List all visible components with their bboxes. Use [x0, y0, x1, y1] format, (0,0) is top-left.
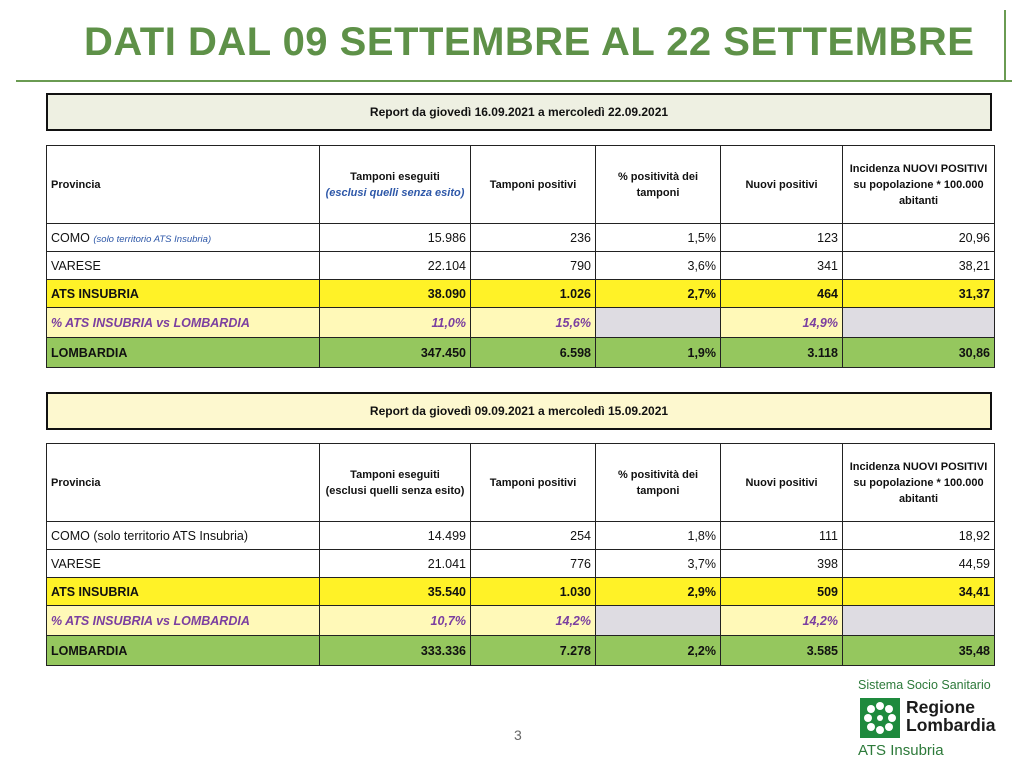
cell-eseguiti: 35.540	[320, 578, 471, 606]
table-row-varese	[47, 550, 995, 578]
cell-pct: 2,7%	[596, 280, 721, 308]
header-tamponi-eseguiti	[320, 146, 471, 224]
report1-title: Report da giovedì 16.09.2021 a mercoledì 22.09.2021	[369, 105, 669, 119]
regione-lombardia-logo	[852, 676, 1020, 764]
cell-positivi: 1.030	[471, 578, 596, 606]
cell-positivi: 236	[471, 224, 596, 252]
table-row-lombardia	[47, 338, 995, 368]
cell-provincia: ATS INSUBRIA	[47, 280, 320, 308]
table-row-varese	[47, 252, 995, 280]
cell-incidenza: 20,96	[843, 224, 995, 252]
cell-nuovi: 14,2%	[721, 606, 843, 636]
header-nuovi-positivi: Nuovi positivi	[721, 444, 843, 522]
cell-eseguiti: 347.450	[320, 338, 471, 368]
cell-positivi: 15,6%	[471, 308, 596, 338]
logo-name-line1: Regione	[906, 697, 976, 717]
cell-nuovi: 509	[721, 578, 843, 606]
cell-pct: 1,9%	[596, 338, 721, 368]
cell-incidenza: 44,59	[843, 550, 995, 578]
cell-eseguiti: 333.336	[320, 636, 471, 666]
cell-pct-empty	[596, 606, 721, 636]
cell-nuovi: 3.118	[721, 338, 843, 368]
cell-eseguiti: 10,7%	[320, 606, 471, 636]
cell-eseguiti: 11,0%	[320, 308, 471, 338]
cell-pct: 3,7%	[596, 550, 721, 578]
cell-nuovi: 398	[721, 550, 843, 578]
cell-positivi: 7.278	[471, 636, 596, 666]
report2-title: Report da giovedì 09.09.2021 a mercoledì 15.09.2021	[369, 404, 669, 418]
cell-pct-empty	[596, 308, 721, 338]
header-tamponi-eseguiti-label: Tamponi eseguiti	[350, 468, 440, 481]
header-tamponi-positivi: Tamponi positivi	[471, 444, 596, 522]
cell-provincia	[47, 224, 320, 252]
header-tamponi-eseguiti-label: Tamponi eseguiti	[350, 170, 440, 183]
title-underline	[16, 80, 1012, 82]
cell-incidenza: 18,92	[843, 522, 995, 550]
report2-title-box	[46, 392, 992, 430]
cell-positivi: 1.026	[471, 280, 596, 308]
cell-incidenza-empty	[843, 308, 995, 338]
table-row-ats-vs-lombardia	[47, 606, 995, 636]
report1-title-box	[46, 93, 992, 131]
table-row-ats-vs-lombardia	[47, 308, 995, 338]
header-positivita: % positività dei tamponi	[596, 444, 721, 522]
cell-eseguiti: 38.090	[320, 280, 471, 308]
cell-nuovi: 111	[721, 522, 843, 550]
cell-pct: 1,5%	[596, 224, 721, 252]
cell-eseguiti: 15.986	[320, 224, 471, 252]
cell-nuovi: 464	[721, 280, 843, 308]
cell-eseguiti: 22.104	[320, 252, 471, 280]
page-title: DATI DAL 09 SETTEMBRE AL 22 SETTEMBRE	[84, 20, 975, 64]
cell-incidenza: 34,41	[843, 578, 995, 606]
cell-incidenza: 35,48	[843, 636, 995, 666]
cell-pct: 2,9%	[596, 578, 721, 606]
cell-provincia: ATS INSUBRIA	[47, 578, 320, 606]
row-note: (solo territorio ATS Insubria)	[93, 233, 212, 245]
cell-positivi: 6.598	[471, 338, 596, 368]
header-incidenza: Incidenza NUOVI POSITIVI su popolazione * 100.000 abitanti	[843, 444, 995, 522]
header-incidenza: Incidenza NUOVI POSITIVI su popolazione * 100.000 abitanti	[843, 146, 995, 224]
table-row-como	[47, 224, 995, 252]
table-row-lombardia	[47, 636, 995, 666]
header-positivita: % positività dei tamponi	[596, 146, 721, 224]
cell-provincia: COMO (solo territorio ATS Insubria)	[47, 522, 320, 550]
logo-top-text: Sistema Socio Sanitario	[858, 678, 991, 692]
title-border-right	[1004, 10, 1006, 82]
cell-incidenza-empty	[843, 606, 995, 636]
cell-provincia: % ATS INSUBRIA vs LOMBARDIA	[47, 606, 320, 636]
cell-eseguiti: 14.499	[320, 522, 471, 550]
header-tamponi-eseguiti	[320, 444, 471, 522]
row-name: COMO	[51, 230, 90, 245]
lombardia-rose-icon	[860, 698, 900, 738]
page-number: 3	[514, 727, 522, 743]
cell-provincia: VARESE	[47, 550, 320, 578]
cell-nuovi: 341	[721, 252, 843, 280]
header-tamponi-eseguiti-note: (esclusi quelli senza esito)	[325, 484, 465, 497]
cell-positivi: 254	[471, 522, 596, 550]
header-tamponi-eseguiti-note: (esclusi quelli senza esito)	[325, 186, 465, 199]
header-provincia: Provincia	[47, 444, 320, 522]
cell-positivi: 790	[471, 252, 596, 280]
table-row-ats-insubria	[47, 280, 995, 308]
table-header-row	[47, 146, 995, 224]
cell-eseguiti: 21.041	[320, 550, 471, 578]
cell-provincia: LOMBARDIA	[47, 636, 320, 666]
cell-incidenza: 38,21	[843, 252, 995, 280]
logo-name	[906, 698, 995, 734]
logo-bottom-text: ATS Insubria	[858, 742, 944, 759]
cell-incidenza: 31,37	[843, 280, 995, 308]
report2-table	[46, 443, 995, 666]
cell-nuovi: 14,9%	[721, 308, 843, 338]
table-header-row	[47, 444, 995, 522]
logo-name-line2: Lombardia	[906, 715, 996, 735]
cell-provincia: % ATS INSUBRIA vs LOMBARDIA	[47, 308, 320, 338]
cell-provincia: VARESE	[47, 252, 320, 280]
table-row-como	[47, 522, 995, 550]
cell-provincia: LOMBARDIA	[47, 338, 320, 368]
cell-positivi: 14,2%	[471, 606, 596, 636]
cell-incidenza: 30,86	[843, 338, 995, 368]
header-tamponi-positivi: Tamponi positivi	[471, 146, 596, 224]
header-nuovi-positivi: Nuovi positivi	[721, 146, 843, 224]
cell-pct: 2,2%	[596, 636, 721, 666]
header-provincia: Provincia	[47, 146, 320, 224]
report1-table	[46, 145, 995, 368]
cell-nuovi: 123	[721, 224, 843, 252]
cell-pct: 1,8%	[596, 522, 721, 550]
cell-positivi: 776	[471, 550, 596, 578]
cell-pct: 3,6%	[596, 252, 721, 280]
cell-nuovi: 3.585	[721, 636, 843, 666]
table-row-ats-insubria	[47, 578, 995, 606]
